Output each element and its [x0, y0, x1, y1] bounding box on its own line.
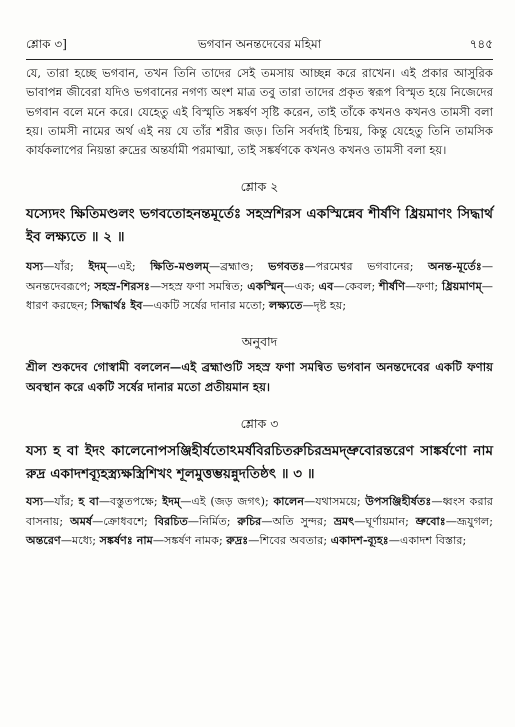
synonym-word: ইদম্ — [88, 259, 107, 274]
synonym-word: ক্ষিতি-মণ্ডলম্ — [150, 259, 209, 274]
synonym-meaning: সঙ্কর্ষণ নামক — [164, 533, 219, 547]
synonym-meaning: সহস্র ফণা সমন্বিত — [161, 279, 240, 293]
page-header — [26, 36, 493, 56]
header-verse-ref: শ্লোক ৩] — [26, 37, 67, 51]
synonym-word: ধ্রিয়মাণম্ — [441, 278, 482, 293]
synonym-word: শীর্ষণি — [379, 278, 406, 293]
verse-3-heading: শ্লোক ৩ — [240, 416, 279, 432]
synonym-meaning: যথাসময়ে — [315, 495, 357, 509]
synonym-meaning: মধ্যে — [72, 533, 93, 547]
verse-3-synonyms: যস্য—যাঁর; হ বা—বস্তুতপক্ষে; ইদম্—এই (জড় জগৎ); কালেন—যথাসময়ে; উপসঞ্জিহীর্ষতঃ—ধ্বংস করার বাসনায়; অমর্ষ—ক্রোধবশে; বিরচিত—নির্মিত; রুচির—অতি সুন্দর; ভ্রমৎ—ঘূর্ণায়মান; ভ্রুবোঃ—ভ্রূযুগল; অন্তরেণ—মধ্যে; সঙ্কর্ষণঃ নাম—সঙ্কর্ষণ নামক; রুদ্রঃ—শিবের অবতার; একাদশ-ব্যূহঃ—একাদশ বিস্তার; — [26, 494, 494, 547]
synonym-word: একস্মিন্ — [247, 278, 284, 293]
synonym-word: কালেন — [273, 494, 305, 509]
synonym-meaning: ক্রোধবশে — [103, 514, 145, 528]
purport-paragraph: যে, তারা হচ্ছে ভগবান, তখন তিনি তাদের সেই তমসায় আচ্ছন্ন করে রাখেন। এই প্রকার আসুরিক ভাবাপন্ন জীবেরা যদিও ভগবানের নগণ্য অংশ মাত্র তবু তারা তাদের প্রকৃত স্বরূপ বিস্মৃত হয়ে নিজেদের ভগবান বলে মনে করে। যেহেতু এই বিস্মৃতি সঙ্কর্ষণ সৃষ্টি করেন, তাই তাঁকে কখনও কখনও তামসী বলা হয়। তামসী নামের অর্থ এই নয় যে তাঁর শরীর জড়। তিনি সর্বদাই চিন্ময়, কিন্তু যেহেতু তিনি তামসিক কার্যকলাপের নিয়ন্তা রুদ্রের অন্তর্যামী পরমাত্মা, তাই সঙ্কর্ষণকে কখনও কখনও তামসী বলা হয়। — [26, 66, 493, 158]
synonym-word: ভ্রুবোঃ — [415, 513, 446, 528]
synonym-word: উপসঞ্জিহীর্ষতঃ — [365, 494, 432, 509]
header-chapter-title: ভগবান অনন্তদেবের মহিমা — [197, 37, 322, 51]
synonym-meaning: এই — [117, 260, 132, 274]
synonym-meaning: পরমেশ্বর ভগবানের — [315, 260, 410, 274]
synonym-word: অনন্ত-মূর্তেঃ — [428, 259, 482, 274]
synonym-word: এব — [318, 278, 334, 293]
synonym-meaning: বস্তুতপক্ষে — [110, 495, 154, 509]
synonym-word: সিদ্ধার্থঃ ইব — [91, 298, 143, 313]
synonym-meaning: ধারণ করছেন — [26, 299, 84, 313]
synonym-meaning: অনন্তদেবরূপে — [26, 279, 87, 293]
synonym-word: লক্ষ্যতে — [269, 298, 303, 313]
synonym-meaning: ধ্বংস করার বাসনায় — [26, 495, 494, 528]
synonym-meaning: এই (জড় জগৎ) — [191, 495, 266, 509]
page-content — [26, 64, 493, 550]
header-rule — [26, 59, 493, 60]
synonym-meaning: ফণা — [416, 279, 435, 293]
header-page-number: ৭৪৫ — [469, 37, 493, 51]
translation-heading: অনুবাদ — [241, 334, 278, 350]
synonym-meaning: একাদশ বিস্তার — [399, 533, 463, 547]
synonym-word: রুচির — [237, 513, 262, 528]
synonym-meaning: একটি সর্ষের দানার মতো — [153, 299, 262, 313]
synonym-meaning: নির্মিত — [199, 514, 227, 528]
verse-2-heading: শ্লোক ২ — [240, 179, 279, 195]
verse-2-text: যস্যেদং ক্ষিতিমণ্ডলং ভগবতোহনন্তমূর্তেঃ সহস্রশিরস একস্মিন্নেব শীর্ষণি ধ্রিয়মাণং সিদ্ধার্থ ইব লক্ষ্যতে ॥ ২ ॥ — [26, 206, 493, 246]
synonym-word: ভগবতঃ — [268, 259, 305, 274]
verse-3-text: যস্য হ বা ইদং কালেনোপসঞ্জিহীর্ষতোঽমর্ষবিরচিতরুচিরভ্রমদ্ভ্রুবোরন্তরেণ সাঙ্কর্ষণো নাম রুদ্র একাদশব্যূহস্ত্র্যক্ষস্ত্রিশিখং শূলমুত্তম্ভয়ন্নুদতিষ্ঠৎ ॥ ৩ ॥ — [26, 443, 493, 483]
synonym-word: অমর্ষ — [70, 513, 93, 528]
synonym-word: যস্য — [26, 494, 44, 509]
synonym-meaning: শিবের অবতার — [259, 533, 324, 547]
synonym-word: ভ্রমৎ — [333, 513, 355, 528]
synonym-word: যস্য — [26, 259, 44, 274]
synonym-meaning: এক — [294, 279, 312, 293]
synonym-meaning: যাঁর — [54, 260, 71, 274]
synonym-word: একাদশ-ব্যূহঃ — [330, 532, 389, 547]
synonym-word: বিরচিত — [154, 513, 188, 528]
synonym-word: হ বা — [78, 494, 99, 509]
synonym-meaning: ঘূর্ণায়মান — [365, 514, 406, 528]
synonym-meaning: ব্রহ্মাণ্ড — [220, 260, 250, 274]
verse-2-translation: শ্রীল শুকদেব গোস্বামী বললেন—এই ব্রহ্মাণ্ডটি সহস্র ফণা সমন্বিত ভগবান অনন্তদেবের একটি ফণায় অবস্থান করে একটি সর্ষের দানার মতো প্রতীয়মান হয়। — [26, 360, 493, 394]
synonym-meaning: যাঁর — [54, 495, 71, 509]
synonym-meaning: দৃষ্ট হয় — [313, 299, 343, 313]
synonym-word: ইদম্ — [162, 494, 181, 509]
synonym-meaning: ভ্রূযুগল — [456, 514, 490, 528]
synonym-word: অন্তরেণ — [26, 532, 61, 547]
synonym-meaning: অতি সুন্দর — [272, 514, 324, 528]
synonym-word: সহস্র-শিরসঃ — [94, 278, 151, 293]
verse-2-synonyms: যস্য—যাঁর; ইদম্—এই; ক্ষিতি-মণ্ডলম্—ব্রহ্মাণ্ড; ভগবতঃ—পরমেশ্বর ভগবানের; অনন্ত-মূর্তেঃ—অনন্তদেবরূপে; সহস্র-শিরসঃ—সহস্র ফণা সমন্বিত; একস্মিন্—এক; এব—কেবল; শীর্ষণি—ফণা; ধ্রিয়মাণম্—ধারণ করছেন; সিদ্ধার্থঃ ইব—একটি সর্ষের দানার মতো; লক্ষ্যতে—দৃষ্ট হয়; — [26, 259, 493, 313]
synonym-meaning: কেবল — [344, 279, 372, 293]
synonym-word: সঙ্কর্ষণঃ নাম — [99, 532, 153, 547]
synonym-word: রুদ্রঃ — [226, 532, 249, 547]
